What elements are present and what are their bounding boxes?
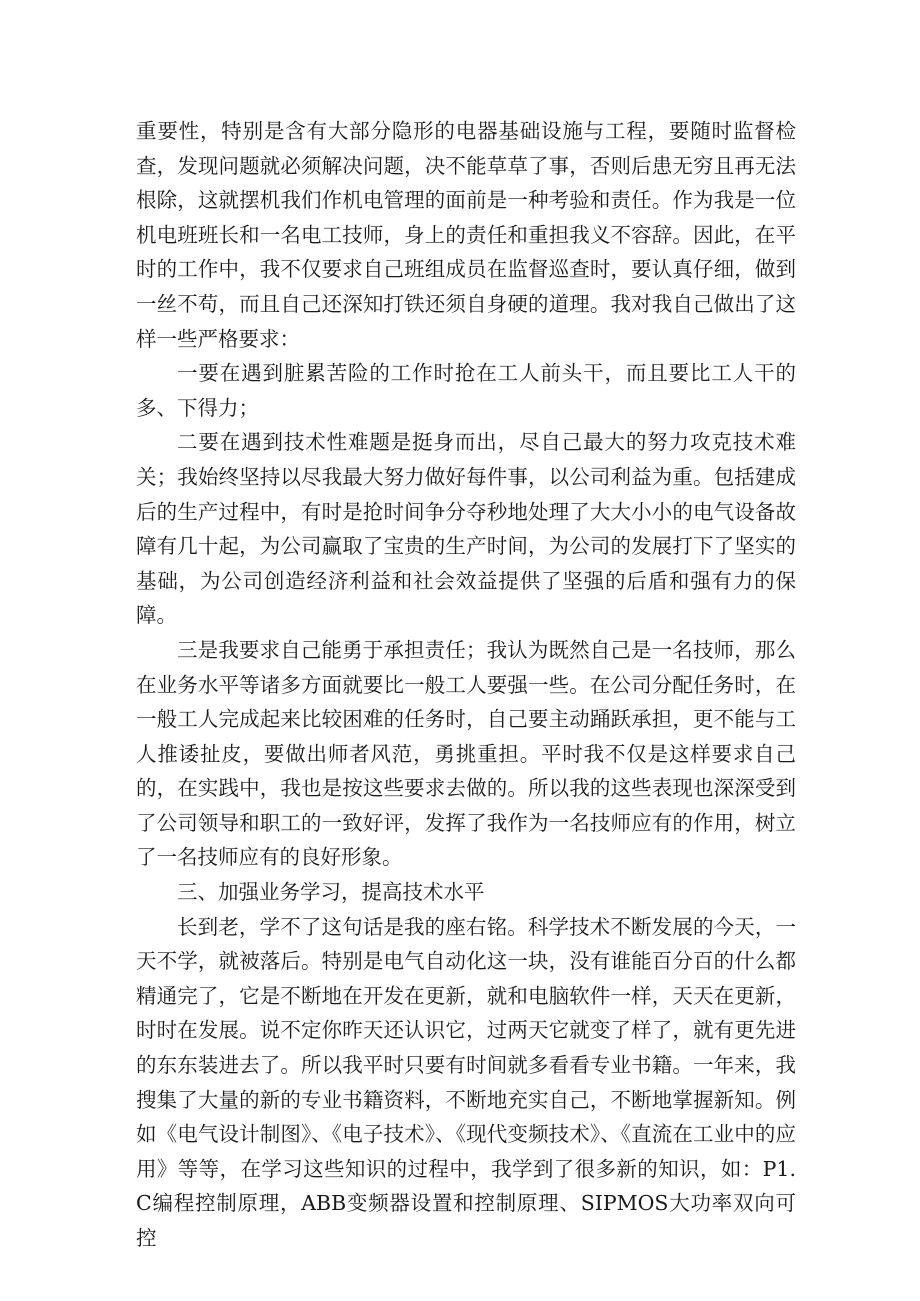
document-body [136,114,796,1256]
requirement-paragraph: 二要在遇到技术性难题是挺身而出，尽自己最大的努力攻克技术难关；我始终坚持以尽我最大努力做好每件事，以公司利益为重。包括建成后的生产过程中，有时是抢时间争分夺秒地处理了大大小小的电气设备故障有几十起，为公司赢取了宝贵的生产时间，为公司的发展打下了坚实的基础，为公司创造经济利益和社会效益提供了坚强的后盾和强有力的保障。 [136,430,796,628]
section-heading: 三、加强业务学习，提高技术水平 [177,880,485,905]
body-paragraph: 重要性，特别是含有大部分隐形的电器基础设施与工程，要随时监督检查，发现问题就必须解决问题，决不能草草了事，否则后患无穷且再无法根除，这就摆机我们作机电管理的面前是一种考验和责任。作为我是一位机电班班长和一名电工技师，身上的责任和重担我义不容辞。因此，在平时的工作中，我不仅要求自己班组成员在监督巡查时，要认真仔细，做到一丝不苟，而且自己还深知打铁还须自身硬的道理。我对我自己做出了这样一些严格要求： [136,119,796,351]
requirement-paragraph: 三是我要求自己能勇于承担责任；我认为既然自己是一名技师，那么在业务水平等诸多方面就要比一般工人要强一些。在公司分配任务时，在一般工人完成起来比较困难的任务时，自己要主动踊跃承担，更不能与工人推诿扯皮，要做出师者风范，勇挑重担。平时我不仅是这样要求自己的，在实践中，我也是按这些要求去做的。所以我的这些表现也深深受到了公司领导和职工的一致好评，发挥了我作为一名技师应有的作用，树立了一名技师应有的良好形象。 [136,637,796,870]
requirement-paragraph: 一要在遇到脏累苦险的工作时抢在工人前头干，而且要比工人干的多、下得力； [136,361,796,420]
body-paragraph: 长到老，学不了这句话是我的座右铭。科学技术不断发展的今天，一天不学，就被落后。特别是电气自动化这一块，没有谁能百分百的什么都精通完了，它是不断地在开发在更新，就和电脑软件一样，天天在更新，时时在发展。说不定你昨天还认识它，过两天它就变了样了，就有更先进的东东装进去了。所以我平时只要有时间就多看看专业书籍。一年来，我搜集了大量的新的专业书籍资料，不断地充实自己，不断地掌握新知。例如《电气设计制图》、《电子技术》、《现代变频技术》、《直流在工业中的应用》等等，在学习这些知识的过程中，我学到了很多新的知识，如：P1.C编程控制原理，ABB变频器设置和控制原理、SIPMOS大功率双向可控 [136,914,796,1250]
